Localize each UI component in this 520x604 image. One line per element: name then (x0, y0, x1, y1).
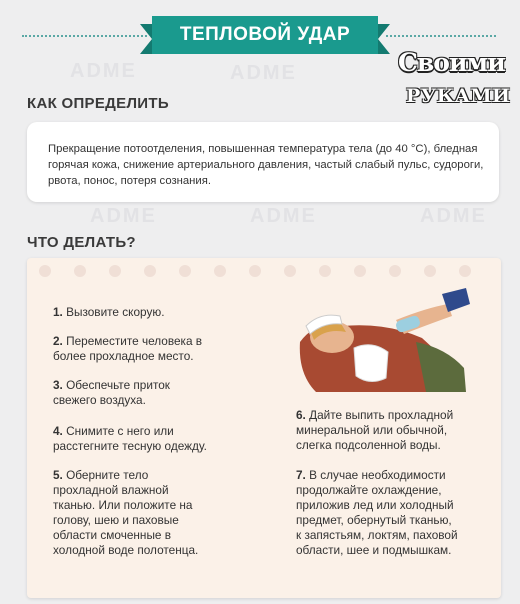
notepad-hole (214, 265, 226, 277)
watermark: ADME (250, 205, 317, 227)
notepad-hole (284, 265, 296, 277)
banner-dotted-line-right (386, 35, 496, 37)
step-1 (53, 305, 164, 320)
step-number: 1. (53, 305, 63, 319)
step-5 (53, 468, 198, 558)
step-text: В случае необходимости продолжайте охлаждение, приложив лед или холодный предмет, обернутый тканью, к запястьям, локтям, паховой области, шее и подмышкам. (296, 468, 458, 557)
step-4 (53, 424, 207, 454)
watermark: ADME (420, 205, 487, 227)
step-text: Вызовите скорую. (66, 305, 165, 319)
watermark: ADME (230, 62, 297, 84)
banner-fold-left (140, 24, 152, 54)
notepad-hole (389, 265, 401, 277)
watermark: ADME (70, 60, 137, 82)
logo-text-line2: РУКАМИ (406, 85, 511, 107)
site-logo (398, 48, 511, 116)
step-text: Оберните тело прохладной влажной тканью. Или положите на голову, шею и паховые области смоченные в холодной воде полотенца. (53, 468, 199, 557)
notepad-hole (74, 265, 86, 277)
banner-dotted-line-left (22, 35, 147, 37)
step-text: Обеспечьте приток свежего воздуха. (53, 378, 170, 407)
notepad-hole (424, 265, 436, 277)
step-number: 6. (296, 408, 306, 422)
notepad-hole (109, 265, 121, 277)
symptoms-text: Прекращение потоотделения, повышенная температура тела (до 40 °C), бледная горячая кожа, снижение артериального давления, частый слабый пульс, судороги, рвота, понос, потеря сознания. (48, 143, 484, 187)
step-text: Переместите человека в более прохладное место. (53, 334, 203, 363)
step-number: 2. (53, 334, 63, 348)
page-title: ТЕПЛОВОЙ УДАР (152, 16, 378, 54)
notepad-hole (179, 265, 191, 277)
notepad-hole (319, 265, 331, 277)
notepad-hole (39, 265, 51, 277)
first-aid-illustration (296, 282, 472, 394)
symptoms-card (27, 122, 499, 202)
watermark: ADME (90, 205, 157, 227)
section-heading-actions: ЧТО ДЕЛАТЬ? (27, 234, 136, 251)
step-3 (53, 378, 170, 408)
step-number: 4. (53, 424, 63, 438)
logo-text-line1: Своими (398, 48, 505, 77)
step-7 (296, 468, 458, 558)
section-heading-symptoms: КАК ОПРЕДЕЛИТЬ (27, 95, 169, 112)
step-number: 3. (53, 378, 63, 392)
step-2 (53, 334, 202, 364)
step-text: Дайте выпить прохладной минеральной или обычной, слегка подсоленной воды. (296, 408, 454, 452)
banner-fold-right (378, 24, 390, 54)
notepad-hole (459, 265, 471, 277)
step-6 (296, 408, 453, 453)
notepad-hole (249, 265, 261, 277)
notepad-hole (354, 265, 366, 277)
step-text: Снимите с него или расстегните тесную одежду. (53, 424, 207, 453)
notepad-hole (144, 265, 156, 277)
step-number: 5. (53, 468, 63, 482)
step-number: 7. (296, 468, 306, 482)
